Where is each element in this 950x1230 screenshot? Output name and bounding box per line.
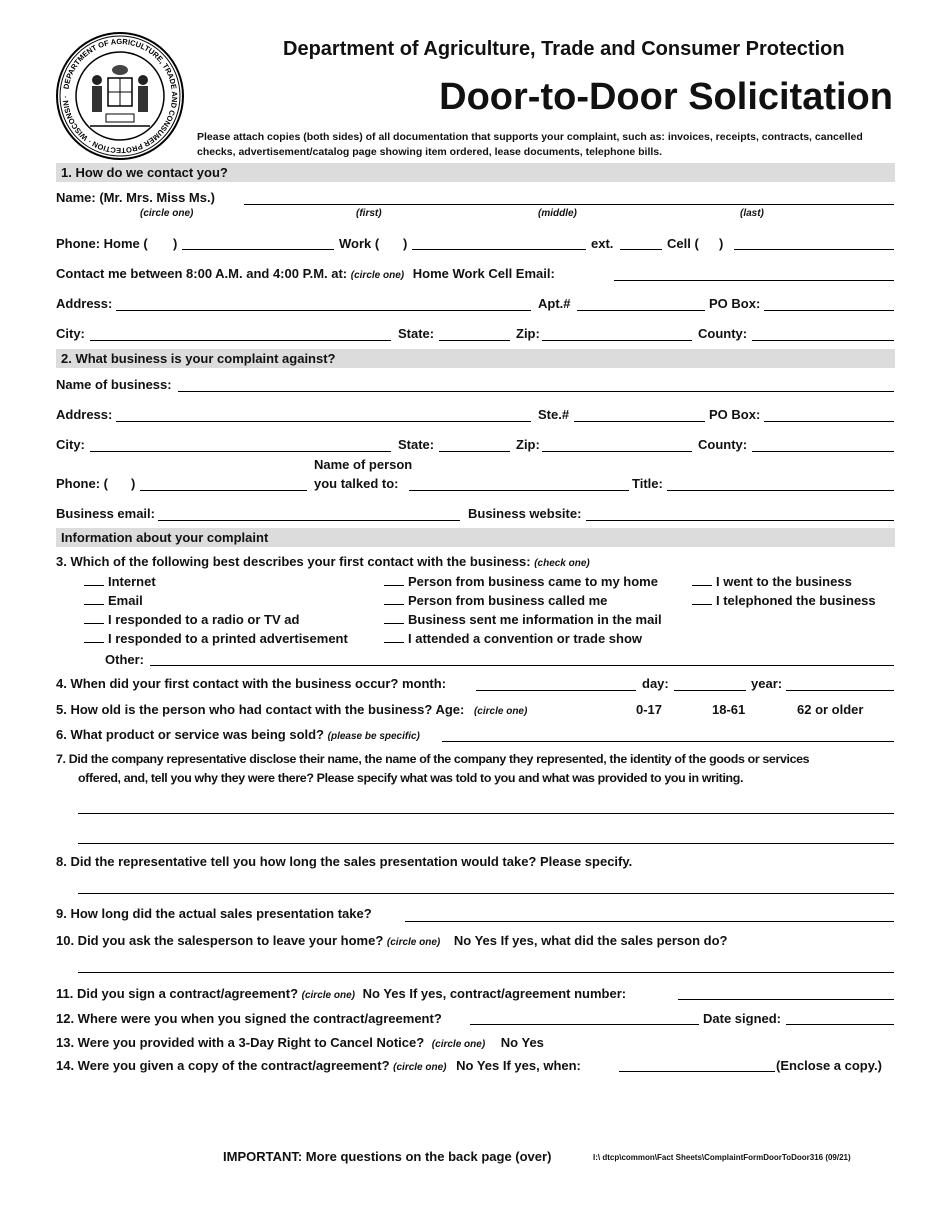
- city-label: City:: [56, 326, 85, 341]
- age-18-61[interactable]: 18-61: [712, 702, 746, 717]
- business-name-input[interactable]: [178, 391, 894, 392]
- section3-header: Information about your complaint: [56, 528, 895, 547]
- file-path: I:\ dtcp\common\Fact Sheets\ComplaintFormDoorToDoor316 (09/21): [593, 1153, 851, 1162]
- business-website-input[interactable]: [586, 520, 894, 521]
- business-address-input[interactable]: [116, 421, 531, 422]
- q8-answer-line[interactable]: [78, 893, 894, 894]
- q14: 14. Were you given a copy of the contract/agreement? (circle one) No Yes If yes, when:: [56, 1058, 581, 1073]
- other-input[interactable]: [150, 665, 894, 666]
- work-phone-input[interactable]: [412, 249, 586, 250]
- section1-header: 1. How do we contact you?: [56, 163, 895, 182]
- q6: 6. What product or service was being sold? (please be specific): [56, 727, 420, 742]
- business-address-label: Address:: [56, 407, 113, 422]
- instructions: Please attach copies (both sides) of all documentation that supports your complaint, such as: invoices, receipts, contracts, cancelled checks, advertisement/catalog page showing item ordered, lease documents, telephone bills.: [197, 131, 863, 158]
- date-signed-input[interactable]: [786, 1024, 894, 1025]
- option-came-to-home[interactable]: Person from business came to my home: [384, 572, 662, 591]
- business-county-label: County:: [698, 437, 748, 452]
- q3: 3. Which of the following best describes your first contact with the business: (check one): [56, 554, 590, 569]
- q9: 9. How long did the actual sales presentation take?: [56, 906, 372, 921]
- q9-input[interactable]: [405, 921, 894, 922]
- ste-label: Ste.#: [538, 407, 570, 422]
- age-62-older[interactable]: 62 or older: [797, 702, 864, 717]
- q3-options-col1: [84, 572, 348, 648]
- year-label: year:: [751, 676, 783, 691]
- q10-answer-line[interactable]: [78, 972, 894, 973]
- q13: 13. Were you provided with a 3-Day Right to Cancel Notice? (circle one) No Yes: [56, 1035, 544, 1050]
- business-website-label: Business website:: [468, 506, 582, 521]
- business-zip-label: Zip:: [516, 437, 540, 452]
- business-pobox-label: PO Box:: [709, 407, 761, 422]
- state-input[interactable]: [439, 340, 510, 341]
- option-convention[interactable]: I attended a convention or trade show: [384, 629, 662, 648]
- state-label: State:: [398, 326, 435, 341]
- q12: 12. Where were you when you signed the contract/agreement?: [56, 1011, 442, 1026]
- q4: 4. When did your first contact with the business occur? month:: [56, 676, 447, 691]
- title-label: Title:: [632, 476, 663, 491]
- option-telephoned[interactable]: I telephoned the business: [692, 591, 876, 610]
- product-input[interactable]: [442, 741, 894, 742]
- business-email-label: Business email:: [56, 506, 155, 521]
- first-note: (first): [356, 208, 382, 219]
- person-name-input[interactable]: [409, 490, 629, 491]
- apt-input[interactable]: [577, 310, 705, 311]
- paren: ): [403, 236, 408, 251]
- other-label: Other:: [105, 652, 144, 667]
- q11: 11. Did you sign a contract/agreement? (circle one) No Yes If yes, contract/agreement number:: [56, 986, 627, 1001]
- day-input[interactable]: [674, 690, 746, 691]
- q7-answer-line-2[interactable]: [78, 843, 894, 844]
- ext-input[interactable]: [620, 249, 662, 250]
- business-county-input[interactable]: [752, 451, 894, 452]
- business-city-input[interactable]: [90, 451, 391, 452]
- option-called-me[interactable]: Person from business called me: [384, 591, 662, 610]
- cell-input[interactable]: [734, 249, 894, 250]
- county-input[interactable]: [752, 340, 894, 341]
- paren: ): [131, 476, 136, 491]
- option-radio-tv[interactable]: I responded to a radio or TV ad: [84, 610, 348, 629]
- name-person-label-2: you talked to:: [314, 476, 399, 491]
- enclose-copy: (Enclose a copy.): [776, 1058, 882, 1073]
- work-label: Work (: [339, 236, 380, 251]
- q3-options-col3: [692, 572, 876, 610]
- option-email[interactable]: Email: [84, 591, 348, 610]
- ste-input[interactable]: [574, 421, 705, 422]
- name-input[interactable]: [244, 204, 894, 205]
- ext-label: ext.: [591, 236, 614, 251]
- age-0-17[interactable]: 0-17: [636, 702, 663, 717]
- copy-when-input[interactable]: [619, 1071, 775, 1072]
- name-label: Name: (Mr. Mrs. Miss Ms.): [56, 190, 215, 205]
- business-city-label: City:: [56, 437, 85, 452]
- title-input[interactable]: [667, 490, 894, 491]
- business-phone-label: Phone: (: [56, 476, 108, 491]
- zip-label: Zip:: [516, 326, 540, 341]
- business-phone-input[interactable]: [140, 490, 307, 491]
- cell-label: Cell (: [667, 236, 699, 251]
- city-input[interactable]: [90, 340, 391, 341]
- business-pobox-input[interactable]: [764, 421, 894, 422]
- state-seal: [54, 30, 186, 162]
- name-person-label-1: Name of person: [314, 457, 413, 472]
- year-input[interactable]: [786, 690, 894, 691]
- department-name: Department of Agriculture, Trade and Consumer Protection: [283, 38, 845, 60]
- business-state-input[interactable]: [439, 451, 510, 452]
- important-note: IMPORTANT: More questions on the back page (over): [223, 1149, 552, 1164]
- q8: 8. Did the representative tell you how long the sales presentation would take? Please specify.: [56, 854, 633, 869]
- contact-time-row: Contact me between 8:00 A.M. and 4:00 P.M. at: (circle one) Home Work Cell Email:: [56, 266, 555, 281]
- email-input[interactable]: [614, 280, 894, 281]
- circle-one-note: (circle one): [140, 208, 194, 219]
- option-internet[interactable]: Internet: [84, 572, 348, 591]
- middle-note: (middle): [538, 208, 577, 219]
- paren: ): [719, 236, 724, 251]
- contract-number-input[interactable]: [678, 999, 894, 1000]
- county-label: County:: [698, 326, 748, 341]
- q7-line2: offered, and, tell you why they were there? Please specify what was told to you and what was provided to you in writing.: [78, 771, 744, 785]
- signed-location-input[interactable]: [470, 1024, 699, 1025]
- zip-input[interactable]: [542, 340, 692, 341]
- pobox-input[interactable]: [764, 310, 894, 311]
- q3-options-col2: [384, 572, 662, 648]
- q7-answer-line-1[interactable]: [78, 813, 894, 814]
- month-input[interactable]: [476, 690, 636, 691]
- form-title: Door-to-Door Solicitation: [439, 76, 893, 118]
- business-name-label: Name of business:: [56, 377, 172, 392]
- apt-label: Apt.#: [538, 296, 571, 311]
- contact-options[interactable]: Home Work Cell Email:: [412, 266, 555, 281]
- option-went-to-business[interactable]: I went to the business: [692, 572, 876, 591]
- business-zip-input[interactable]: [542, 451, 692, 452]
- date-signed-label: Date signed:: [703, 1011, 782, 1026]
- svg-text:DEPARTMENT OF AGRICULTURE, TRA: DEPARTMENT OF AGRICULTURE, TRADE AND CONSUMER PROTECTION · WISCONSIN ·: [60, 36, 180, 156]
- phone-home-input[interactable]: [182, 249, 334, 250]
- last-note: (last): [740, 208, 764, 219]
- address-input[interactable]: [116, 310, 531, 311]
- q5: 5. How old is the person who had contact with the business? Age: (circle one): [56, 702, 528, 717]
- address-label: Address:: [56, 296, 113, 311]
- pobox-label: PO Box:: [709, 296, 761, 311]
- phone-home-label: Phone: Home (: [56, 236, 148, 251]
- q7-line1: 7. Did the company representative disclose their name, the name of the company they represented, the identity of the goods or services: [56, 752, 810, 766]
- option-mail[interactable]: Business sent me information in the mail: [384, 610, 662, 629]
- q10: 10. Did you ask the salesperson to leave your home? (circle one) No Yes If yes, what did the sales person do?: [56, 933, 728, 948]
- section2-header: 2. What business is your complaint against?: [56, 349, 895, 368]
- day-label: day:: [642, 676, 669, 691]
- paren: ): [173, 236, 178, 251]
- business-state-label: State:: [398, 437, 435, 452]
- seal-graphic: [54, 30, 186, 162]
- business-email-input[interactable]: [158, 520, 460, 521]
- option-printed-ad[interactable]: I responded to a printed advertisement: [84, 629, 348, 648]
